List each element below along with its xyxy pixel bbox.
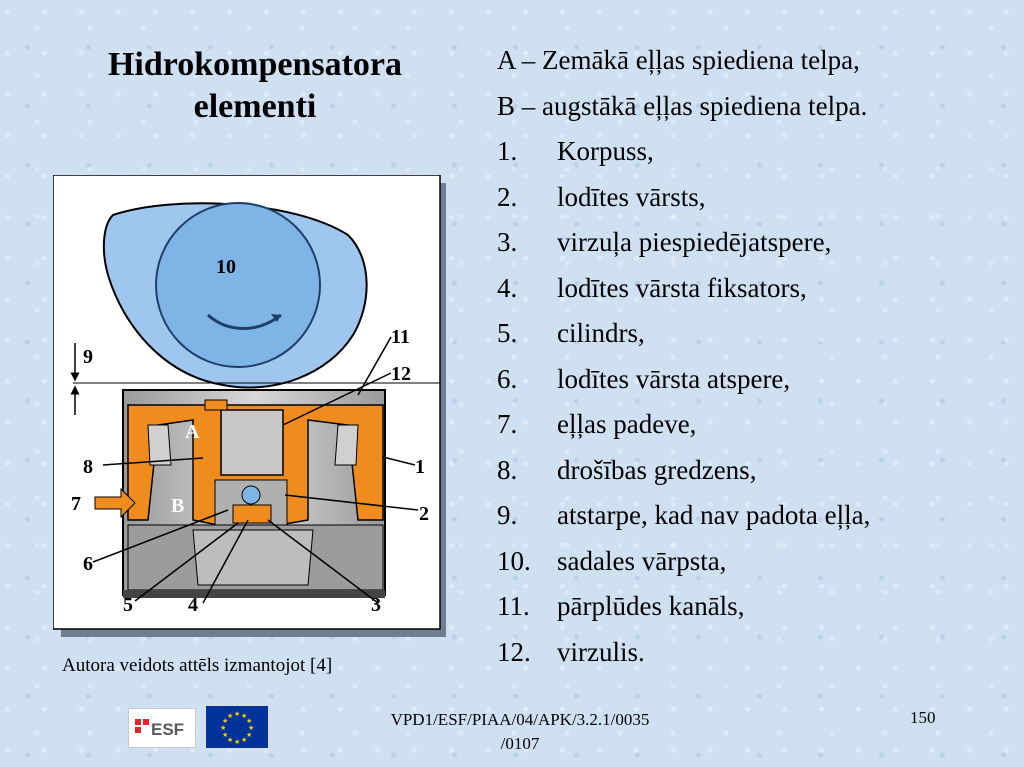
legend-item: 1. Korpuss, bbox=[497, 136, 654, 166]
svg-text:★: ★ bbox=[227, 736, 234, 744]
label-7: 7 bbox=[71, 493, 81, 515]
svg-text:★: ★ bbox=[220, 724, 227, 732]
hydraulic-lifter-diagram bbox=[53, 175, 446, 637]
legend-item: B – augstākā eļļas spiediena telpa. bbox=[497, 90, 868, 121]
label-a: A bbox=[185, 421, 200, 443]
label-10: 10 bbox=[216, 256, 236, 278]
slide-title: Hidrokompensatora elementi bbox=[107, 46, 403, 125]
label-5: 5 bbox=[123, 594, 133, 616]
label-11: 11 bbox=[391, 326, 410, 348]
svg-text:★: ★ bbox=[234, 738, 241, 746]
svg-text:★: ★ bbox=[241, 712, 248, 720]
footer-reference: VPD1/ESF/PIAA/04/APK/3.2.1/0035 /0107 bbox=[390, 710, 650, 753]
svg-text:★: ★ bbox=[241, 736, 248, 744]
svg-text:★: ★ bbox=[234, 710, 241, 718]
label-9: 9 bbox=[83, 346, 93, 368]
legend-item: 4. lodītes vārsta fiksators, bbox=[497, 272, 807, 303]
label-12: 12 bbox=[391, 363, 411, 385]
page-number: 150 bbox=[910, 708, 936, 727]
svg-text:★: ★ bbox=[222, 717, 229, 725]
legend-item: 10. sadales vārpsta, bbox=[497, 545, 727, 576]
legend-list bbox=[497, 40, 1007, 677]
label-b: B bbox=[171, 495, 185, 517]
svg-text:★: ★ bbox=[248, 724, 255, 732]
svg-text:★: ★ bbox=[222, 731, 229, 739]
legend-item: 2. lodītes vārsts, bbox=[497, 181, 706, 212]
svg-text:ESF: ESF bbox=[151, 720, 185, 739]
legend-item: A – Zemākā eļļas spiediena telpa, bbox=[497, 45, 860, 75]
ball-valve bbox=[242, 486, 260, 504]
legend-item: 7. eļļas padeve, bbox=[497, 409, 697, 439]
legend-item: 11. pārplūdes kanāls, bbox=[497, 591, 745, 621]
legend-item: 9. atstarpe, kad nav padota eļļa, bbox=[497, 500, 871, 530]
legend-item: 12. virzulis. bbox=[497, 636, 645, 667]
plunger bbox=[221, 410, 283, 475]
label-3: 3 bbox=[371, 594, 381, 616]
label-4: 4 bbox=[188, 594, 198, 616]
legend-item: 6. lodītes vārsta atspere, bbox=[497, 363, 791, 394]
svg-text:★: ★ bbox=[246, 731, 253, 739]
camshaft-circle bbox=[156, 203, 320, 367]
legend-item: 8. drošības gredzens, bbox=[497, 454, 757, 485]
label-6: 6 bbox=[83, 553, 93, 575]
label-8: 8 bbox=[83, 456, 93, 478]
svg-text:★: ★ bbox=[246, 717, 253, 725]
legend-item: 5. cilindrs, bbox=[497, 318, 645, 348]
legend-item: 3. virzuļa piespiedējatspere, bbox=[497, 227, 832, 257]
esf-logo bbox=[128, 708, 196, 748]
figure-caption: Autora veidots attēls izmantojot [4] bbox=[62, 655, 333, 676]
eu-flag bbox=[205, 705, 269, 749]
label-1: 1 bbox=[415, 456, 425, 478]
svg-text:★: ★ bbox=[227, 712, 234, 720]
oil-chamber-b bbox=[233, 505, 271, 523]
label-2: 2 bbox=[419, 503, 429, 525]
